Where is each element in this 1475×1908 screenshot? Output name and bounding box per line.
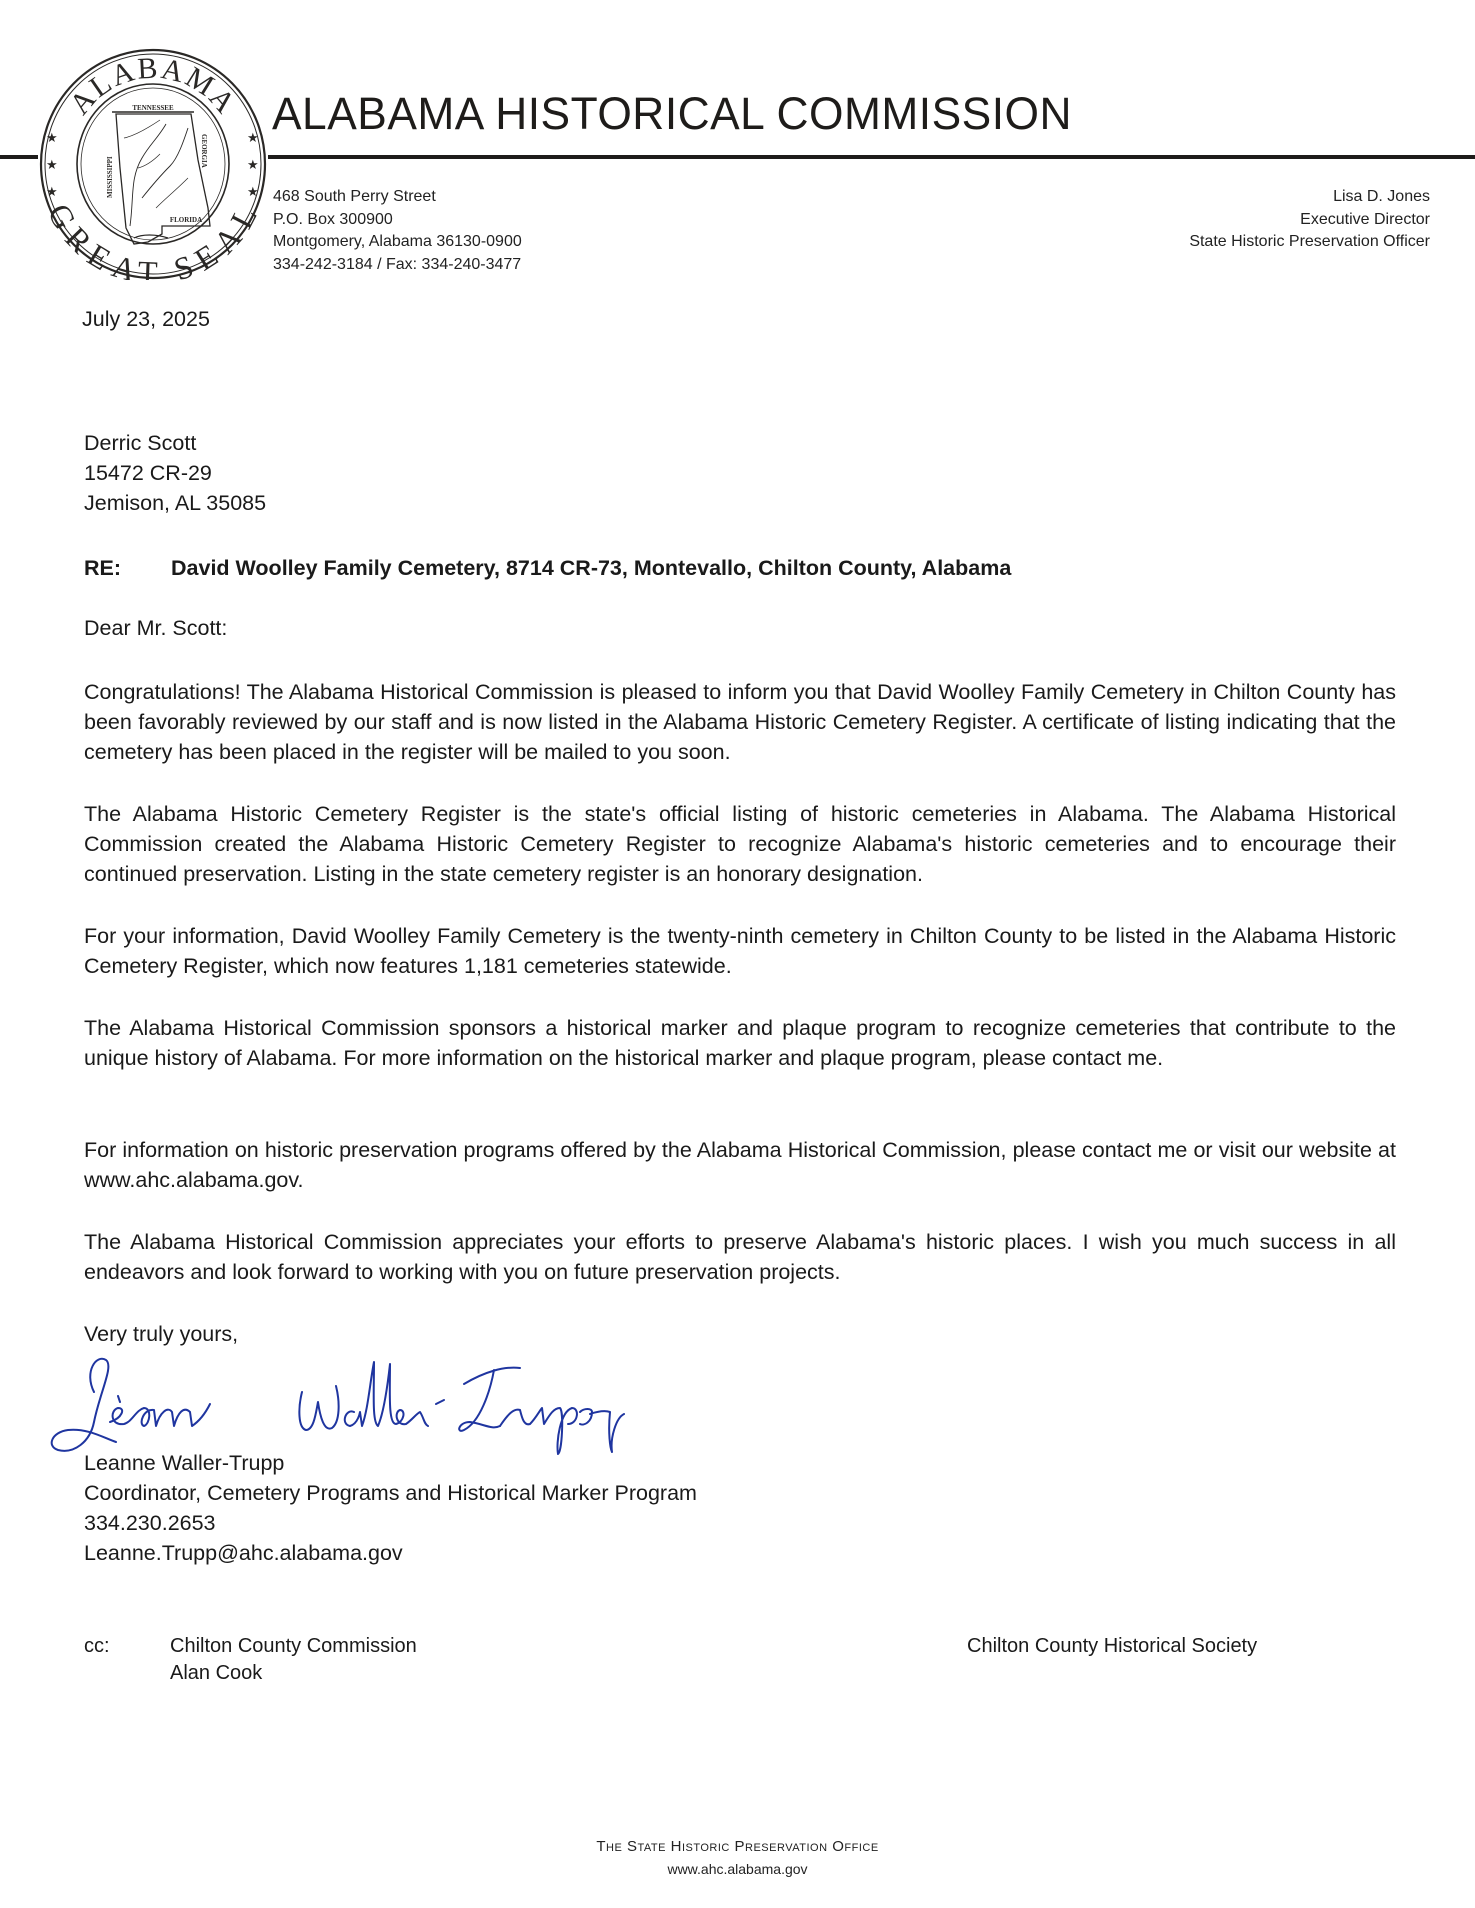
svg-text:★: ★ (46, 185, 58, 200)
closing: Very truly yours, (84, 1322, 239, 1346)
footer-website: www.ahc.alabama.gov (667, 1861, 808, 1877)
svg-text:★: ★ (46, 131, 58, 146)
cc-recipient: Chilton County Historical Society (967, 1635, 1258, 1657)
body-paragraph: For information on historic preservation programs offered by the Alabama Historical Commission, please contact me or visit our website at www.ahc.alabama.gov. (84, 1138, 1396, 1192)
subject-label: RE: (84, 556, 122, 580)
body-paragraph: The Alabama Historical Commission sponsors a historical marker and plaque program to recognize cemeteries that contribute to the unique history of Alabama. For more information on the historical marker and plaque program, please contact me. (84, 1016, 1396, 1070)
cc-list-left (170, 1633, 417, 1687)
cc-label: cc: (84, 1635, 110, 1657)
signer-title: Coordinator, Cemetery Programs and Historical Marker Program (84, 1481, 697, 1505)
cc-recipient: Alan Cook (170, 1662, 263, 1684)
subject-line (84, 553, 1011, 583)
svg-text:★: ★ (247, 158, 259, 173)
body-paragraph: The Alabama Historical Commission appreciates your efforts to preserve Alabama's historic places. I wish you much success in all endeavors and look forward to working with you on future preservation projects. (84, 1230, 1396, 1284)
recipient-name: Derric Scott (84, 431, 197, 455)
svg-text:FLORIDA: FLORIDA (169, 216, 203, 224)
recipient-street: 15472 CR-29 (84, 461, 212, 485)
svg-text:GREAT SEAL: GREAT SEAL (40, 197, 266, 280)
officer-role: State Historic Preservation Officer (1189, 233, 1430, 250)
footer-office: The State Historic Preservation Office (596, 1838, 879, 1855)
svg-text:ALABAMA: ALABAMA (63, 51, 243, 121)
organization-title: ALABAMA HISTORICAL COMMISSION (272, 88, 1073, 139)
address-phone-fax: 334-242-3184 / Fax: 334-240-3477 (273, 255, 522, 273)
officer-title: Executive Director (1300, 210, 1430, 228)
address-po-box: P.O. Box 300900 (273, 210, 393, 228)
handwritten-signature (44, 1352, 764, 1462)
svg-text:MISSISSIPPI: MISSISSIPPI (106, 156, 114, 198)
signer-phone: 334.230.2653 (84, 1511, 216, 1535)
svg-text:★: ★ (247, 185, 259, 200)
great-seal-logo (38, 48, 268, 280)
signer-name: Leanne Waller-Trupp (84, 1451, 285, 1475)
cc-list-right (967, 1633, 1257, 1660)
body-paragraph: Congratulations! The Alabama Historical Commission is pleased to inform you that David Woolley Family Cemetery in Chilton County has been favorably reviewed by our staff and is now listed in the Alabama Historic Cemetery Register. A certificate of listing indicating that the cemetery has been placed in the register will be mailed to you soon. (84, 680, 1396, 764)
address-block (273, 186, 522, 276)
cc-recipient: Chilton County Commission (170, 1635, 417, 1657)
officer-name: Lisa D. Jones (1333, 188, 1430, 205)
letter-date: July 23, 2025 (82, 307, 210, 331)
svg-text:★: ★ (46, 158, 58, 173)
svg-text:TENNESSEE: TENNESSEE (132, 104, 174, 112)
recipient-block (84, 428, 266, 518)
salutation: Dear Mr. Scott: (84, 616, 228, 640)
page-footer (0, 1836, 1475, 1880)
body-paragraph: The Alabama Historic Cemetery Register is the state's official listing of historic cemeteries in Alabama. The Alabama Historical Commission created the Alabama Historic Cemetery Register to recognize Alabama's historic cemeteries and to encourage their continued preservation. Listing in the state cemetery register is an honorary designation. (84, 802, 1396, 886)
body-paragraph: For your information, David Woolley Family Cemetery is the twenty-ninth cemetery in Chilton County to be listed in the Alabama Historic Cemetery Register, which now features 1,181 cemeteries statewide. (84, 924, 1396, 978)
subject-text: David Woolley Family Cemetery, 8714 CR-73, Montevallo, Chilton County, Alabama (171, 556, 1012, 580)
svg-text:GEORGIA: GEORGIA (200, 134, 208, 168)
signer-block (84, 1448, 697, 1568)
address-street: 468 South Perry Street (273, 188, 436, 205)
officer-block (1189, 186, 1430, 254)
signer-email: Leanne.Trupp@ahc.alabama.gov (84, 1541, 403, 1565)
svg-text:★: ★ (247, 131, 259, 146)
recipient-city: Jemison, AL 35085 (84, 491, 267, 515)
address-city: Montgomery, Alabama 36130-0900 (273, 233, 522, 250)
